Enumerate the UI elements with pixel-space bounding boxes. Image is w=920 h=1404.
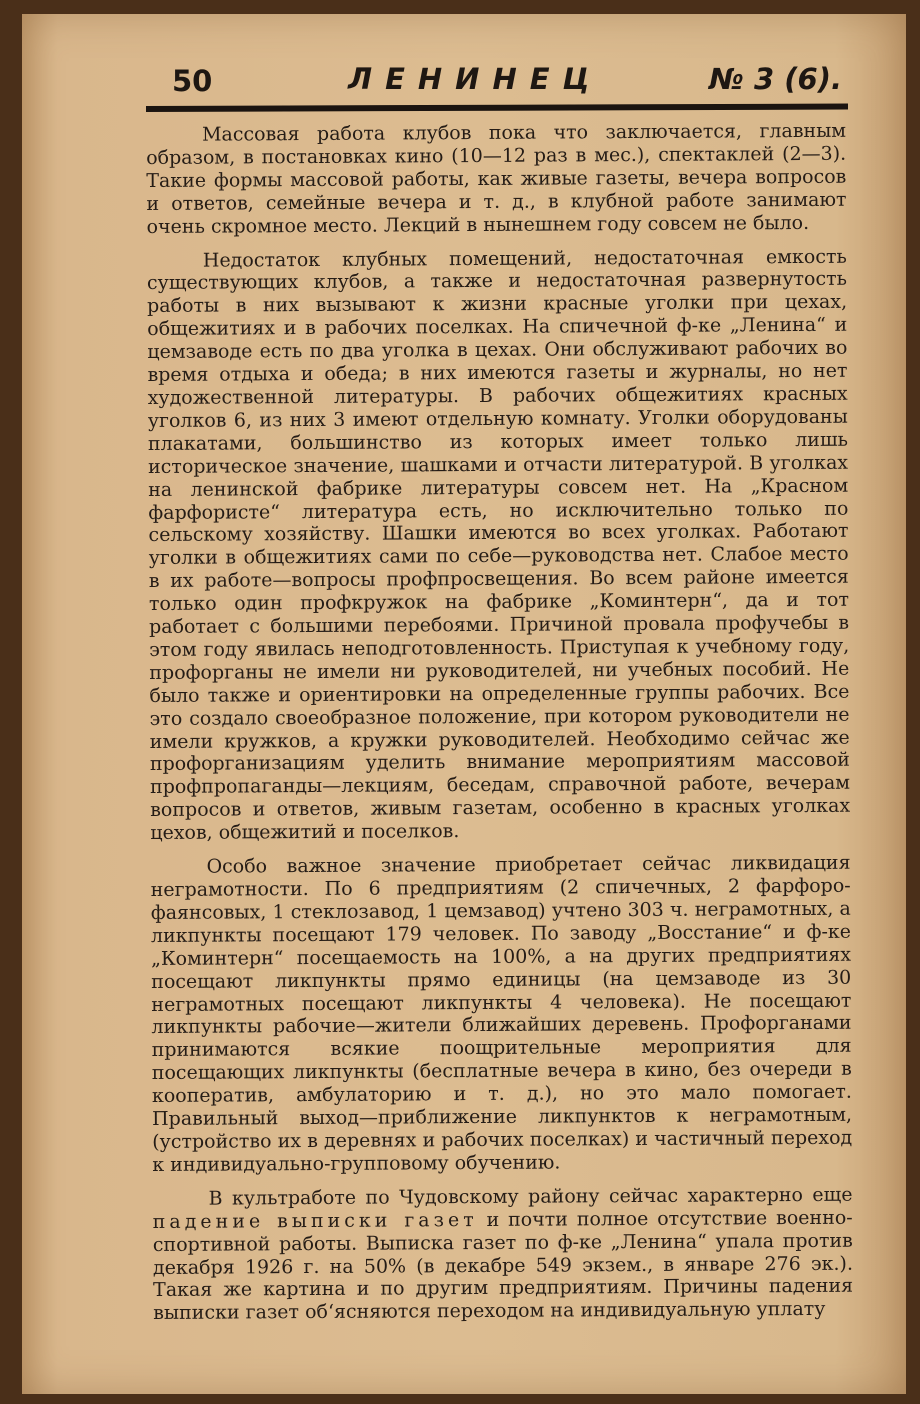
paragraph: Массовая работа клубов пока что заключается, главным образом, в постановках кино (10—12 раз в мес.), спектаклей (2—3). Такие формы массовой работы, как живые газеты, вечера вопросов и ответов, семейные вечера и т. д., в клубной работе занимают очень скромное место. Лекций в нынешнем году совсем не было. — [146, 119, 847, 238]
paragraph: Особо важное значение приобретает сейчас ликвидация неграмотности. По 6 предприятиям (2 спичечных, 2 фарфоро-фаянсовых, 1 стеклозавод, 1 цемзавод) учтено 303 ч. неграмотных, а ликпункты посещают 179 человек. По заводу „Восстание“ и ф-ке „Коминтерн“ посещаемость на 100%, а на других предприятиях посещают ликпункты прямо единицы (на цемзаводе из 30 неграмотных посещают ликпункты 4 человека). Не посещают ликпункты рабочие—жители ближайших деревень. Профорганами принимаются всякие поощрительные мероприятия для посещающих ликпункты (бесплатные вечера в кино, без очереди в кооператив, амбулаторию и т. д.), но это мало помогает. Правильный выход—приближение ликпунктов к неграмотным, (устройство их в деревнях и рабочих поселках) и частичный переход к индивидуально-групповому обучению. — [150, 851, 853, 1176]
page-header — [146, 62, 862, 102]
paragraph: Недостаток клубных помещений, недостаточная емкость существующих клубов, а также и недостаточная развернутость работы в них вызывают к жизни красные уголки при цехах, общежитиях и в рабочих поселках. На спичечной ф-ке „Ленина“ и цемзаводе есть по два уголка в цехах. Они обслуживают рабочих во время отдыха и обеда; в них имеются газеты и журналы, но нет художественной литературы. В рабочих общежитиях красных уголков 6, из них 3 имеют отдельную комнату. Уголки оборудованы плакатами, большинство из которых имеет только лишь историческое значение, шашками и отчасти литературой. В уголках на ленинской фабрике литературы совсем нет. На „Красном фарфористе“ литература есть, но исключительно только по сельскому хозяйству. Шашки имеются во всех уголках. Работают уголки в общежитиях сами по себе—руководства нет. Слабое место в их работе—вопросы профпросвещения. Во всем районе имеется только один профкружок на фабрике „Коминтерн“, да и тот работает с большими перебоями. Причиной провала профучебы в этом году явилась неподготовленность. Приступая к учебному году, профорганы не имели ни руководителей, ни учебных пособий. Не было также и ориентировки на определенные группы рабочих. Все это создало своеобразное положение, при котором руководители не имели кружков, а кружки руководителей. Необходимо сейчас же профорганизациям уделить внимание мероприятиям массовой профпропаганды—лекциям, беседам, справочной работе, вечерам вопросов и ответов, живым газетам, особенно в красных уголках цехов, общежитий и поселков. — [146, 245, 851, 845]
paragraph-rest: и почти полное отсутствие военно-спортивной работы. Выписка газет по ф-ке „Ленина“ упала против декабря 1926 г. на 50% (в декабре 549 экзем., в январе 276 эк.). Такая же картина и по другим предприятиям. Причины падения выписки газет об‘ясняются переходом на индивидуальную уплату — [152, 1206, 854, 1325]
paragraph — [152, 1183, 853, 1325]
journal-title: ЛЕНИНЕЦ — [348, 62, 603, 96]
article-body — [146, 120, 853, 1336]
issue-number: № 3 (6). — [709, 62, 842, 96]
paragraph-lead: В культработе по Чудовскому району сейчас характерно еще — [208, 1183, 853, 1210]
spaced-emphasis: падение выписки газет — [152, 1208, 478, 1233]
page-number: 50 — [172, 64, 213, 98]
magazine-page — [22, 14, 906, 1394]
header-rule — [146, 104, 848, 112]
